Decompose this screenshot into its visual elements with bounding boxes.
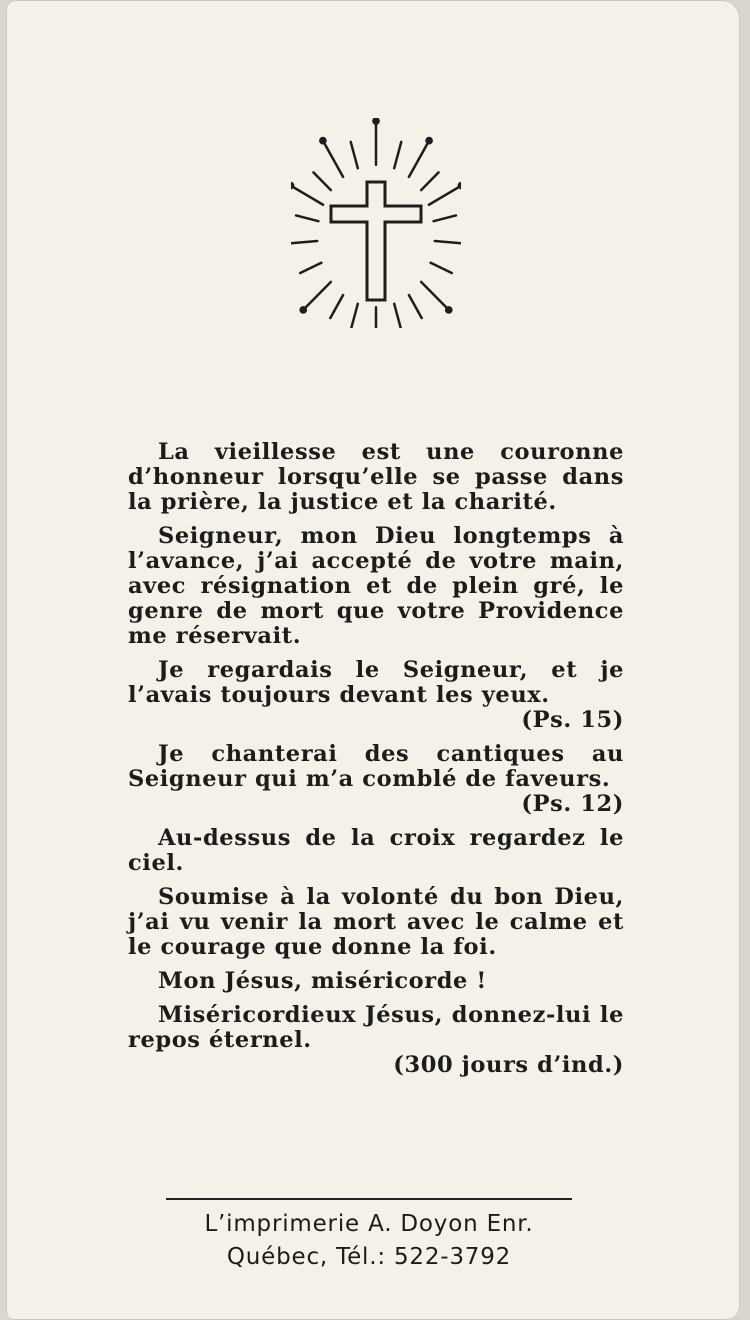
paragraph: Soumise à la volonté du bon Dieu, j’ai vu venir la mort avec le calme et le courage que donne la foi. [128, 884, 624, 960]
paragraph: Mon Jésus, miséricorde ! [158, 968, 487, 994]
paragraph: Seigneur, mon Dieu longtemps à l’avance, j’ai accepté de votre main, avec résignation et de plein gré, le genre de mort que votre Providence me réservait. [128, 523, 624, 649]
cross-with-rays-icon [291, 118, 461, 328]
paragraph: Je regardais le Seigneur, et je l’avais toujours devant les yeux. (Ps. 15) [128, 657, 624, 733]
paragraph: Au-dessus de la croix regardez le ciel. [128, 825, 624, 876]
psalm-reference: (Ps. 15) [521, 707, 624, 733]
printer-imprint [166, 1208, 572, 1274]
printer-name: L’imprimerie A. Doyon Enr. [204, 1211, 534, 1237]
paragraph: Je chanterai des cantiques au Seigneur qui m’a comblé de faveurs. (Ps. 12) [128, 741, 624, 817]
prayer-text [128, 440, 624, 1078]
psalm-reference: (Ps. 12) [521, 791, 624, 817]
prayer-card [6, 0, 740, 1320]
printer-address: Québec, Tél.: 522-3792 [226, 1244, 512, 1270]
divider-line [166, 1198, 572, 1200]
paragraph: Miséricordieux Jésus, donnez-lui le repos éternel. (300 jours d’ind.) [128, 1002, 624, 1078]
indulgence-note: (300 jours d’ind.) [393, 1052, 624, 1078]
paragraph: La vieillesse est une couronne d’honneur lorsqu’elle se passe dans la prière, la justice et la charité. [128, 439, 624, 515]
